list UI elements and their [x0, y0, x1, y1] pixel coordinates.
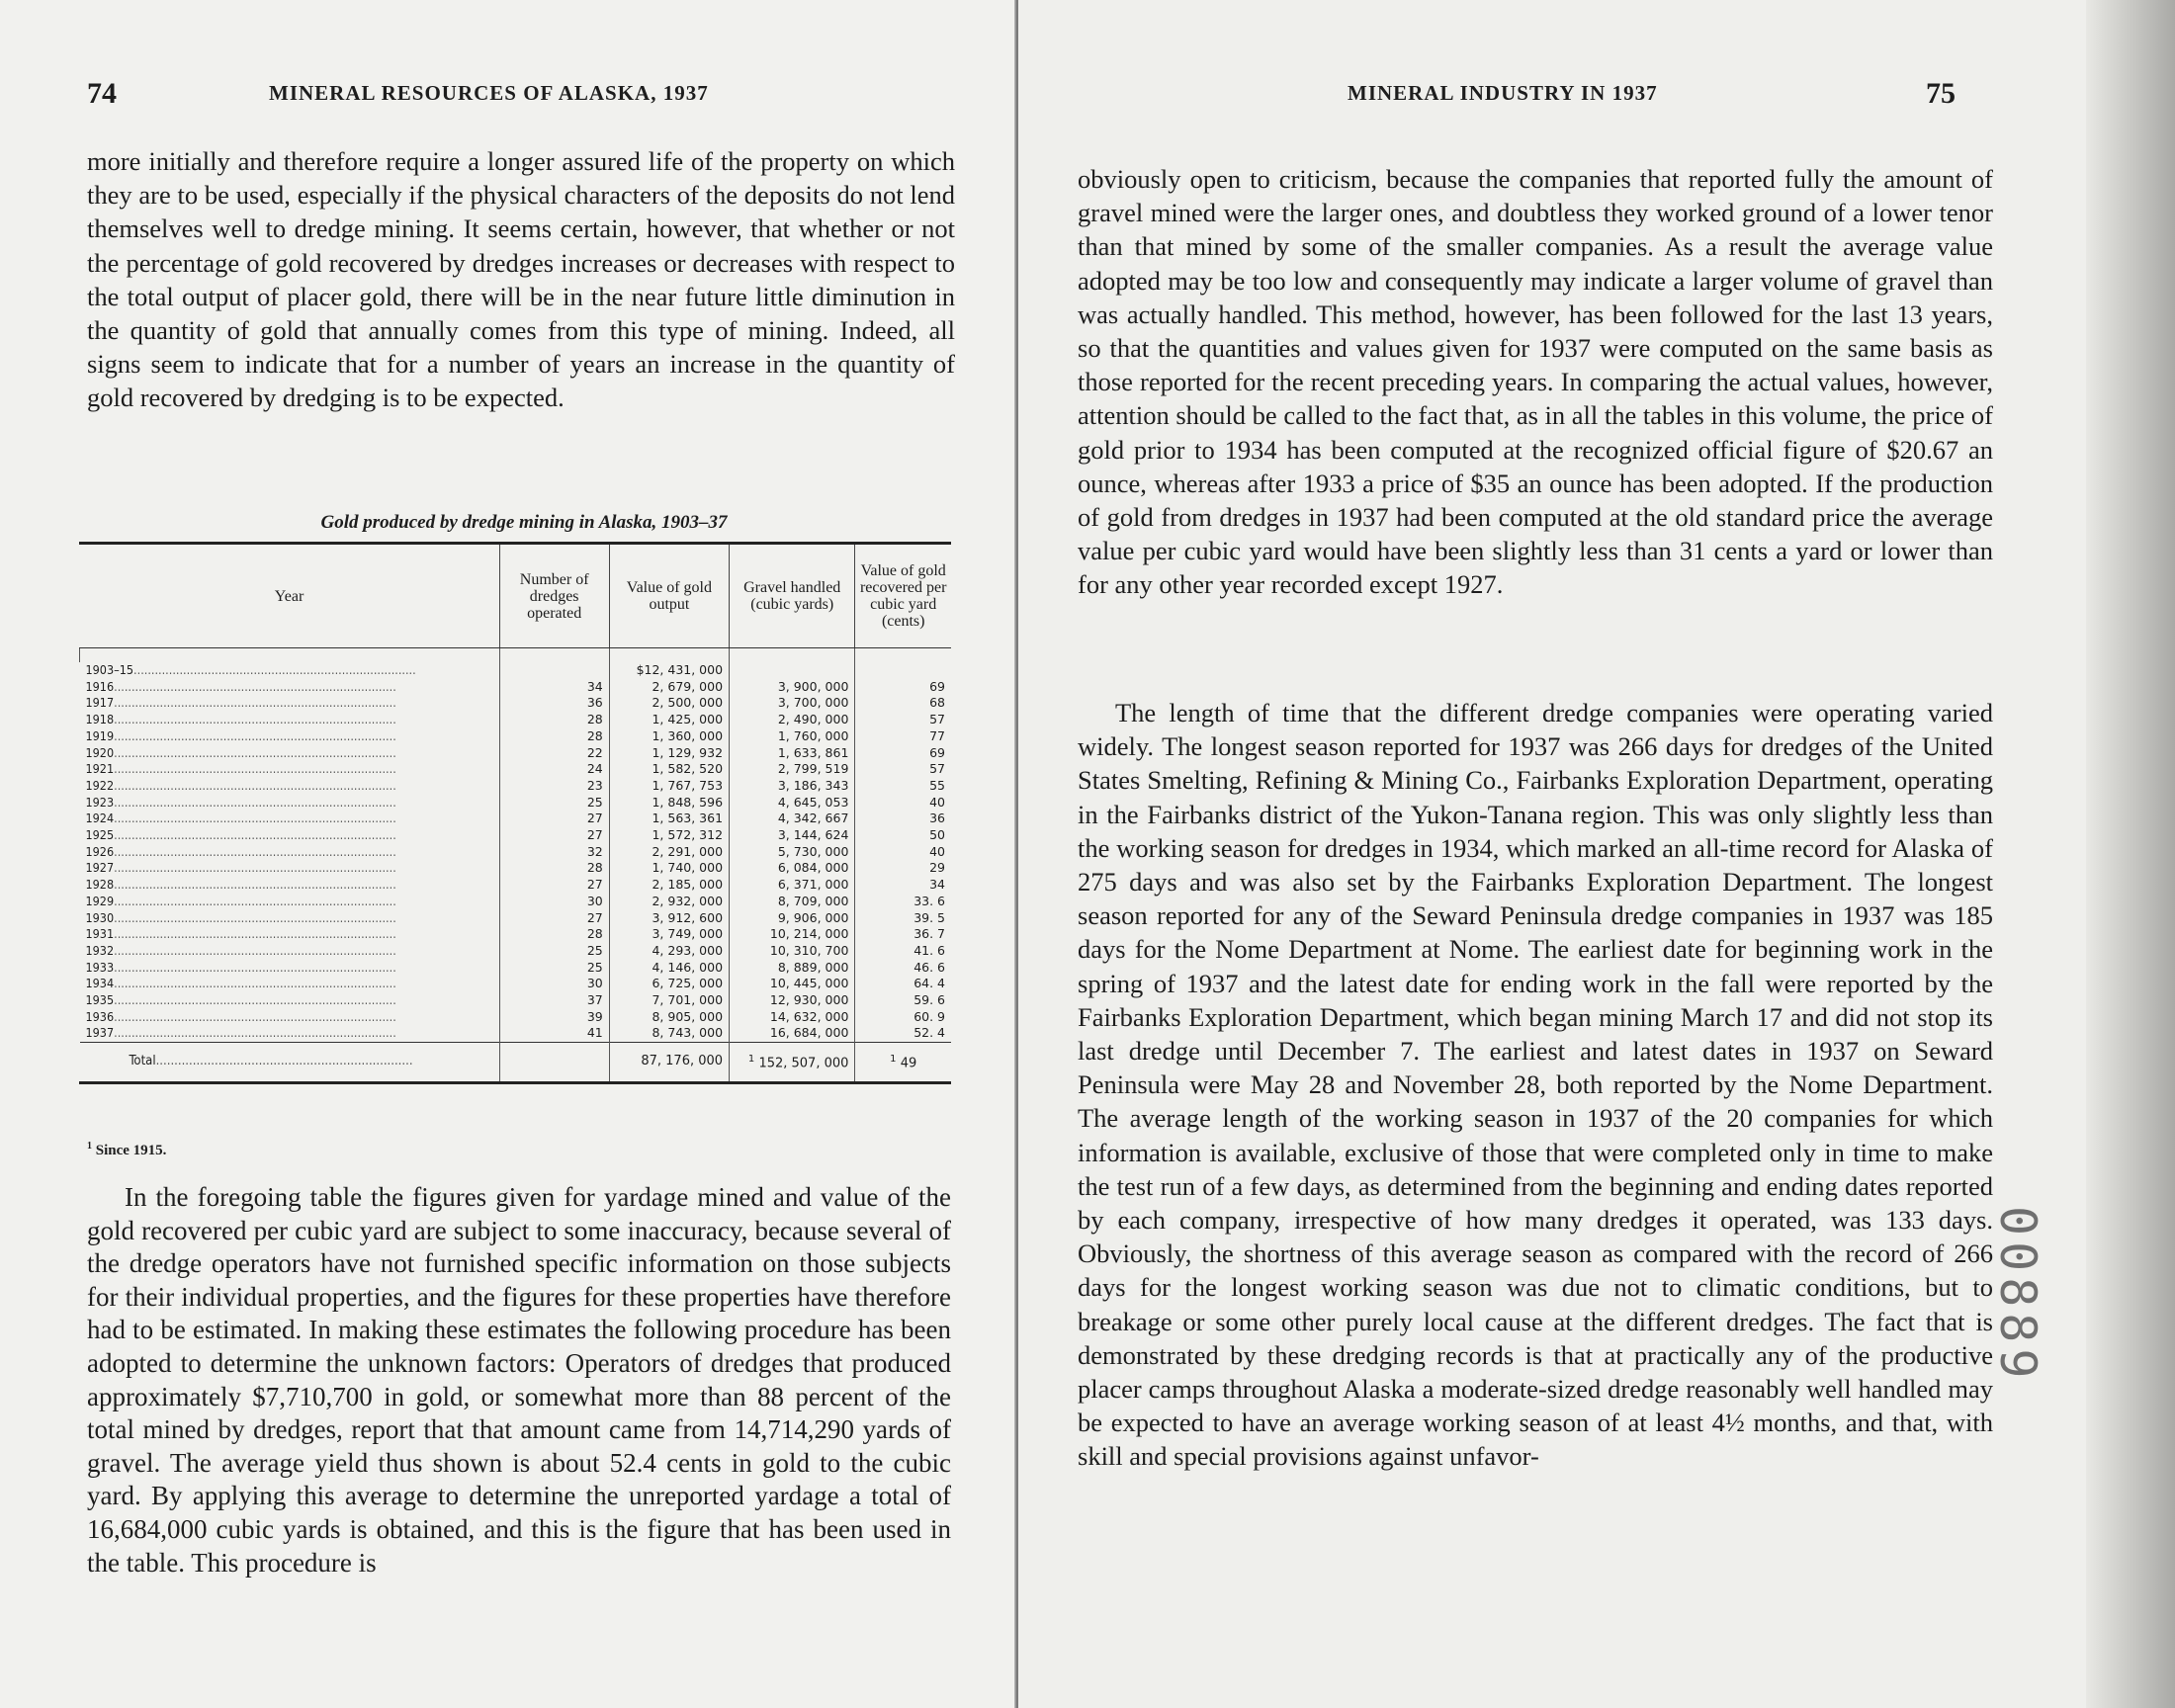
value-cell: 1, 425, 000	[609, 712, 729, 728]
gravel-cell: 10, 310, 700	[730, 943, 855, 960]
year-label: 1921	[85, 761, 115, 777]
leader-dots: ................................................................................	[114, 992, 396, 1008]
running-head-left: MINERAL RESOURCES OF ALASKA, 1937	[269, 81, 709, 105]
year-cell	[80, 926, 500, 943]
leader-dots: ................................................................................	[114, 727, 396, 743]
year-label: 1936	[85, 1008, 115, 1024]
leader-dots: ................................................................................	[114, 777, 396, 793]
table-row	[80, 1009, 952, 1026]
year-cell	[80, 877, 500, 894]
gravel-cell: 3, 144, 624	[730, 827, 855, 844]
right-page	[1018, 0, 2175, 1708]
leader-dots: ................................................................................	[114, 909, 396, 925]
footnote-text: Since 1915.	[95, 1143, 167, 1158]
year-cell	[80, 992, 500, 1009]
leader-dots: ................................................................................	[114, 843, 396, 859]
year-label: 1928	[85, 877, 115, 893]
year-cell	[80, 976, 500, 992]
edge-stamp: 00889	[1989, 1206, 2046, 1385]
year-cell	[80, 745, 500, 762]
value-cell: 1, 848, 596	[609, 795, 729, 811]
cents-cell: 34	[855, 877, 951, 894]
cents-cell: 69	[855, 745, 951, 762]
dredges-cell: 22	[499, 745, 609, 762]
table-row	[80, 860, 952, 877]
right-paragraph-2: The length of time that the different dredge companies were operating varied widely. The longest season reported for 1937 was 266 days for dredges of the United States Smelting, Refining & Mining Co., Fairbanks Exploration Department, operating in the Fairbanks district of the Yukon-Tanana region. This was only slightly less than the working season for dredges in 1934, which marked an all-time record for Alaska of 275 days and was also set by the Fairbanks Exploration Department. The longest season reported for any of the Seward Peninsula dredge companies in 1937 was 185 days for the Nome Department at Nome. The earliest date for beginning work in the spring of 1937 and the latest date for ending work in the fall were reported by the Fairbanks Exploration Department, which began mining March 17 and did not stop its last dredge until December 7. The earliest and latest dates in 1937 on Seward Peninsula were May 28 and November 28, both reported by the Nome Department. The average length of the working season in 1937 of the 20 companies for which information is available, exclusive of those that were completed only in time to make the test run of a few days, as determined from the beginning and ending dates reported by each company, irrespective of how many dredges it operated, was 133 days. Obviously, the shortness of this average season as compared with the record of 266 days for the longest working season was due not to climatic conditions, but to breakage or some other purely local cause at the different dredges. The fact that is demonstrated by these dredging records is that at practically any of the productive placer camps throughout Alaska a moderate-sized dredge reasonably well handled may be expected to have an average working season of at least 4½ months, and that, with skill and special provisions against unfavor-	[1078, 698, 1993, 1472]
year-label: 1919	[85, 727, 115, 743]
cents-cell: 57	[855, 712, 951, 728]
cents-cell: 39. 5	[855, 910, 951, 927]
leader-dots: ................................................................................	[114, 860, 396, 876]
table-row	[80, 695, 952, 712]
right-paragraph-1: obviously open to criticism, because the companies that reported fully the amount of gravel mined were the larger ones, and doubtless they worked ground of a lower tenor than that mined by some of the smaller companies. As a result the average value adopted may be too low and consequently may indicate a larger volume of gravel than was actually handled. This method, however, has been followed for the last 13 years, so that the quantities and values given for 1937 were computed on the same basis as those reported for the recent preceding years. In comparing the actual values, however, attention should be called to the fact that, as in all the tables in this volume, the price of gold prior to 1934 has been computed at the recognized official figure of $20.67 an ounce, whereas after 1933 a price of $35 an ounce has been adopted. If the production of gold from dredges in 1937 had been computed at the old standard price the average value per cubic yard would have been slightly less than 31 cents a yard or lower than for any other year recorded except 1927.	[1078, 164, 1993, 600]
table-row	[80, 712, 952, 728]
gravel-cell: 1, 760, 000	[730, 728, 855, 745]
year-label: 1917	[85, 695, 115, 711]
leader-dots: ................................................................................	[114, 712, 396, 727]
table-row	[80, 844, 952, 861]
year-cell	[80, 860, 500, 877]
cents-cell: 60. 9	[855, 1009, 951, 1026]
table-row	[80, 1025, 952, 1042]
leader-dots: ................................................................................	[114, 827, 396, 843]
dredges-cell: 27	[499, 910, 609, 927]
dredges-cell: 25	[499, 943, 609, 960]
year-cell	[80, 712, 500, 728]
table-row	[80, 976, 952, 992]
gravel-cell	[730, 662, 855, 679]
value-cell: 1, 563, 361	[609, 811, 729, 827]
value-cell: 1, 740, 000	[609, 860, 729, 877]
year-cell	[80, 1009, 500, 1026]
value-cell: 2, 932, 000	[609, 894, 729, 910]
table-body	[80, 648, 952, 1081]
year-label: 1924	[85, 811, 115, 826]
dredges-cell: 27	[499, 877, 609, 894]
dredges-cell: 41	[499, 1025, 609, 1042]
footnote-marker: 1	[87, 1141, 92, 1152]
table-row	[80, 926, 952, 943]
leader-dots: ................................................................................	[114, 678, 396, 694]
gravel-cell: 4, 645, 053	[730, 795, 855, 811]
gravel-cell: 3, 186, 343	[730, 778, 855, 795]
table-row	[80, 943, 952, 960]
year-label: 1916	[85, 678, 115, 694]
year-label: 1923	[85, 794, 115, 810]
dredges-cell: 25	[499, 795, 609, 811]
header-dredges: Number of dredges operated	[499, 545, 609, 648]
intro-paragraph: more initially and therefore require a longer assured life of the property on which they are to be used, especially if the physical characters of the deposits do not lend themselves well to dredge mining. It seems certain, however, that whether or not the percentage of gold recovered by dredges increases or decreases with respect to the total output of placer gold, there will be in the near future little diminution in the quantity of gold that annually comes from this type of mining. Indeed, all signs seem to indicate that for a number of years an increase in the quantity of gold recovered by dredging is to be expected.	[87, 146, 955, 413]
year-label: 1922	[85, 777, 115, 793]
dredges-cell: 28	[499, 712, 609, 728]
cents-cell: 36. 7	[855, 926, 951, 943]
cents-cell	[855, 662, 951, 679]
gravel-cell: 10, 445, 000	[730, 976, 855, 992]
cents-cell: 57	[855, 761, 951, 778]
cents-cell: 69	[855, 679, 951, 696]
value-cell: 4, 293, 000	[609, 943, 729, 960]
total-cents-footnote-ref: 1	[890, 1054, 897, 1066]
value-cell: 4, 146, 000	[609, 960, 729, 977]
leader-dots: ................................................................................	[133, 662, 416, 677]
year-cell	[80, 960, 500, 977]
year-label: 1918	[85, 712, 115, 727]
table-row	[80, 811, 952, 827]
leader-dots: ................................................................................	[114, 942, 396, 958]
cents-cell: 52. 4	[855, 1025, 951, 1042]
total-gravel-footnote-ref: 1	[747, 1054, 755, 1066]
year-label: 1927	[85, 860, 115, 876]
gravel-cell: 4, 342, 667	[730, 811, 855, 827]
cents-cell: 77	[855, 728, 951, 745]
leader-dots: ................................................................................	[114, 959, 396, 975]
leader-dots: ................................................................................	[114, 744, 396, 760]
gravel-cell: 1, 633, 861	[730, 745, 855, 762]
year-cell	[80, 1025, 500, 1042]
table-spacer-row	[80, 648, 952, 663]
total-label: Total	[129, 1054, 156, 1069]
table-total-row	[80, 1043, 952, 1081]
cents-cell: 36	[855, 811, 951, 827]
table-row	[80, 877, 952, 894]
gravel-cell: 12, 930, 000	[730, 992, 855, 1009]
leader-dots: ................................................................................	[114, 1008, 396, 1024]
dredges-cell: 36	[499, 695, 609, 712]
value-cell: 7, 701, 000	[609, 992, 729, 1009]
table-row	[80, 795, 952, 811]
cents-cell: 64. 4	[855, 976, 951, 992]
gravel-cell: 8, 889, 000	[730, 960, 855, 977]
leader-dots: ................................................................................	[114, 926, 396, 942]
table-row	[80, 662, 952, 679]
year-cell	[80, 943, 500, 960]
header-cents: Value of gold recovered per cubic yard (cents)	[855, 545, 951, 648]
value-cell: 1, 129, 932	[609, 745, 729, 762]
year-cell	[80, 761, 500, 778]
gravel-cell: 10, 214, 000	[730, 926, 855, 943]
year-cell	[80, 679, 500, 696]
year-cell	[80, 894, 500, 910]
value-cell: 2, 185, 000	[609, 877, 729, 894]
dredges-cell: 25	[499, 960, 609, 977]
value-cell: 2, 500, 000	[609, 695, 729, 712]
cents-cell: 68	[855, 695, 951, 712]
value-cell: 8, 743, 000	[609, 1025, 729, 1042]
total-value-cell: 87, 176, 000	[609, 1043, 729, 1081]
dredges-cell: 27	[499, 811, 609, 827]
leader-dots: ................................................................................	[114, 761, 396, 777]
total-dredges-cell	[499, 1043, 609, 1081]
cents-cell: 55	[855, 778, 951, 795]
cents-cell: 40	[855, 795, 951, 811]
year-cell	[80, 662, 500, 679]
gravel-cell: 9, 906, 000	[730, 910, 855, 927]
year-label: 1935	[85, 992, 115, 1008]
leader-dots: ................................................................................	[114, 794, 396, 810]
table-row	[80, 992, 952, 1009]
value-cell: 1, 582, 520	[609, 761, 729, 778]
year-label: 1933	[85, 959, 115, 975]
after-table-paragraph: In the foregoing table the figures given for yardage mined and value of the gold recovered per cubic yard are subject to some inaccuracy, because several of the dredge operators have not furnished specific information on those subjects for their individual properties, and the figures for these properties have therefore had to be estimated. In making these estimates the following procedure has been adopted to determine the unknown factors: Operators of dredges that produced approximately $7,710,700 in gold, or somewhat more than 88 percent of the total mined by dredges, report that that amount came from 14,714,290 yards of gravel. The average yield thus shown is about 52.4 cents in gold to the cubic yard. By applying this average to determine the unreported yardage a total of 16,684,000 cubic yards is obtained, and this is the figure that has been used in the table. This procedure is	[87, 1182, 951, 1578]
dredges-cell: 30	[499, 894, 609, 910]
gravel-cell: 6, 371, 000	[730, 877, 855, 894]
value-cell: 8, 905, 000	[609, 1009, 729, 1026]
dredges-cell: 28	[499, 728, 609, 745]
page-number-right: 75	[1926, 77, 1956, 110]
leader-dots: ................................................................................	[114, 877, 396, 893]
dredges-cell: 37	[499, 992, 609, 1009]
table-row	[80, 679, 952, 696]
gravel-cell: 14, 632, 000	[730, 1009, 855, 1026]
leader-dots: ................................................................................	[114, 976, 396, 991]
header-gravel: Gravel handled (cubic yards)	[730, 545, 855, 648]
cents-cell: 40	[855, 844, 951, 861]
dredges-cell: 39	[499, 1009, 609, 1026]
year-label: 1931	[85, 926, 115, 942]
year-label: 1925	[85, 827, 115, 843]
running-head-right: MINERAL INDUSTRY IN 1937	[1348, 81, 1658, 105]
year-cell	[80, 728, 500, 745]
total-cents-value: 49	[900, 1056, 917, 1071]
gravel-cell: 5, 730, 000	[730, 844, 855, 861]
dredges-cell	[499, 662, 609, 679]
table-row	[80, 761, 952, 778]
value-cell: 6, 725, 000	[609, 976, 729, 992]
value-cell: $12, 431, 000	[609, 662, 729, 679]
dredges-cell: 28	[499, 860, 609, 877]
cents-cell: 46. 6	[855, 960, 951, 977]
value-cell: 2, 679, 000	[609, 679, 729, 696]
dredges-cell: 32	[499, 844, 609, 861]
year-label: 1937	[85, 1025, 115, 1041]
year-cell	[80, 844, 500, 861]
value-cell: 1, 572, 312	[609, 827, 729, 844]
gravel-cell: 3, 900, 000	[730, 679, 855, 696]
table-row	[80, 910, 952, 927]
dredges-cell: 24	[499, 761, 609, 778]
dredges-cell: 28	[499, 926, 609, 943]
value-cell: 2, 291, 000	[609, 844, 729, 861]
total-gravel-cell	[730, 1043, 855, 1081]
cents-cell: 29	[855, 860, 951, 877]
year-label: 1932	[85, 942, 115, 958]
cents-cell: 33. 6	[855, 894, 951, 910]
table-title: Gold produced by dredge mining in Alaska, 1903–37	[320, 512, 728, 533]
dredges-cell: 30	[499, 976, 609, 992]
table-row	[80, 745, 952, 762]
cents-cell: 41. 6	[855, 943, 951, 960]
header-year: Year	[80, 545, 500, 648]
dredges-cell: 27	[499, 827, 609, 844]
page-edge	[2086, 0, 2175, 1708]
leader-dots: ................................................................................	[114, 695, 396, 711]
table-footnote	[87, 1141, 166, 1159]
gravel-cell: 3, 700, 000	[730, 695, 855, 712]
total-label-cell	[80, 1043, 500, 1081]
total-gravel-value: 152, 507, 000	[758, 1056, 849, 1071]
value-cell: 1, 767, 753	[609, 778, 729, 795]
year-label: 1934	[85, 976, 115, 991]
total-cents-cell	[855, 1043, 951, 1081]
leader-dots: ......................................................................	[155, 1054, 413, 1069]
year-label: 1926	[85, 843, 115, 859]
year-label: 1903–15	[85, 662, 134, 677]
gravel-cell: 6, 084, 000	[730, 860, 855, 877]
gravel-cell: 2, 799, 519	[730, 761, 855, 778]
year-label: 1930	[85, 909, 115, 925]
dredges-cell: 23	[499, 778, 609, 795]
gravel-cell: 2, 490, 000	[730, 712, 855, 728]
cents-cell: 50	[855, 827, 951, 844]
year-cell	[80, 910, 500, 927]
year-cell	[80, 695, 500, 712]
table-row	[80, 827, 952, 844]
gravel-cell: 16, 684, 000	[730, 1025, 855, 1042]
year-label: 1920	[85, 744, 115, 760]
value-cell: 3, 912, 600	[609, 910, 729, 927]
leader-dots: ................................................................................	[114, 1025, 396, 1041]
page-number-left: 74	[87, 77, 117, 110]
header-value: Value of gold output	[609, 545, 729, 648]
value-cell: 3, 749, 000	[609, 926, 729, 943]
gravel-cell: 8, 709, 000	[730, 894, 855, 910]
value-cell: 1, 360, 000	[609, 728, 729, 745]
year-cell	[80, 811, 500, 827]
table-row	[80, 778, 952, 795]
year-cell	[80, 827, 500, 844]
cents-cell: 59. 6	[855, 992, 951, 1009]
table-row	[80, 894, 952, 910]
year-cell	[80, 778, 500, 795]
leader-dots: ................................................................................	[114, 811, 396, 826]
leader-dots: ................................................................................	[114, 893, 396, 908]
left-page	[0, 0, 1018, 1708]
table-row	[80, 728, 952, 745]
table-row	[80, 960, 952, 977]
year-label: 1929	[85, 893, 115, 908]
gold-production-table	[79, 542, 951, 1084]
dredges-cell: 34	[499, 679, 609, 696]
year-cell	[80, 795, 500, 811]
